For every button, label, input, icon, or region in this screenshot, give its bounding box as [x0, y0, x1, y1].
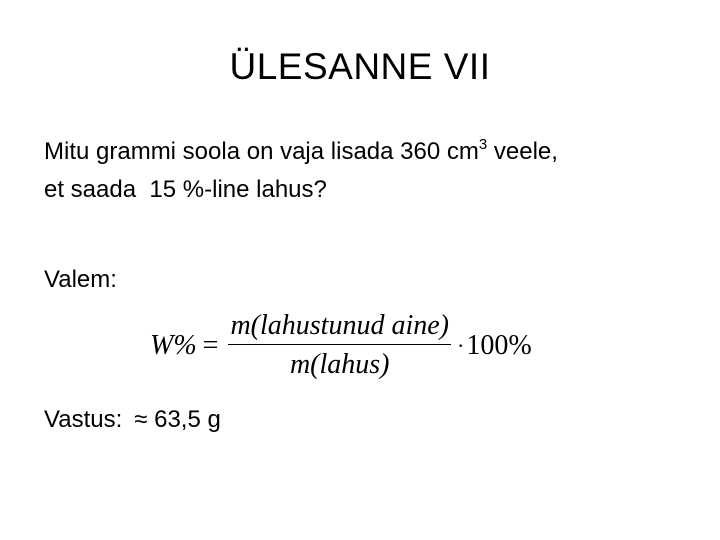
task-line-1-tail: veele,	[487, 138, 558, 165]
formula-label: Valem:	[44, 266, 117, 293]
answer-label: Vastus:	[44, 406, 123, 433]
formula-multiply: ·	[456, 332, 465, 358]
answer	[44, 406, 221, 434]
task-text	[44, 133, 694, 209]
formula-denominator: m(lahus)	[289, 349, 390, 380]
task-line-1	[44, 133, 694, 171]
formula-equals: =	[202, 329, 219, 361]
slide-title: ÜLESANNE VII	[229, 46, 491, 87]
answer-value: ≈ 63,5 g	[134, 406, 221, 433]
formula-fraction	[228, 310, 451, 381]
formula-factor: 100%	[466, 329, 532, 361]
task-line-2: et saada 15 %-line lahus?	[44, 176, 327, 203]
formula-numerator: m(lahustunud aine)	[228, 310, 451, 345]
task-superscript: 3	[478, 136, 488, 153]
formula-lhs: W%	[150, 329, 197, 361]
task-line-1-text: Mitu grammi soola on vaja lisada 360 cm	[44, 138, 479, 165]
formula	[150, 310, 532, 381]
